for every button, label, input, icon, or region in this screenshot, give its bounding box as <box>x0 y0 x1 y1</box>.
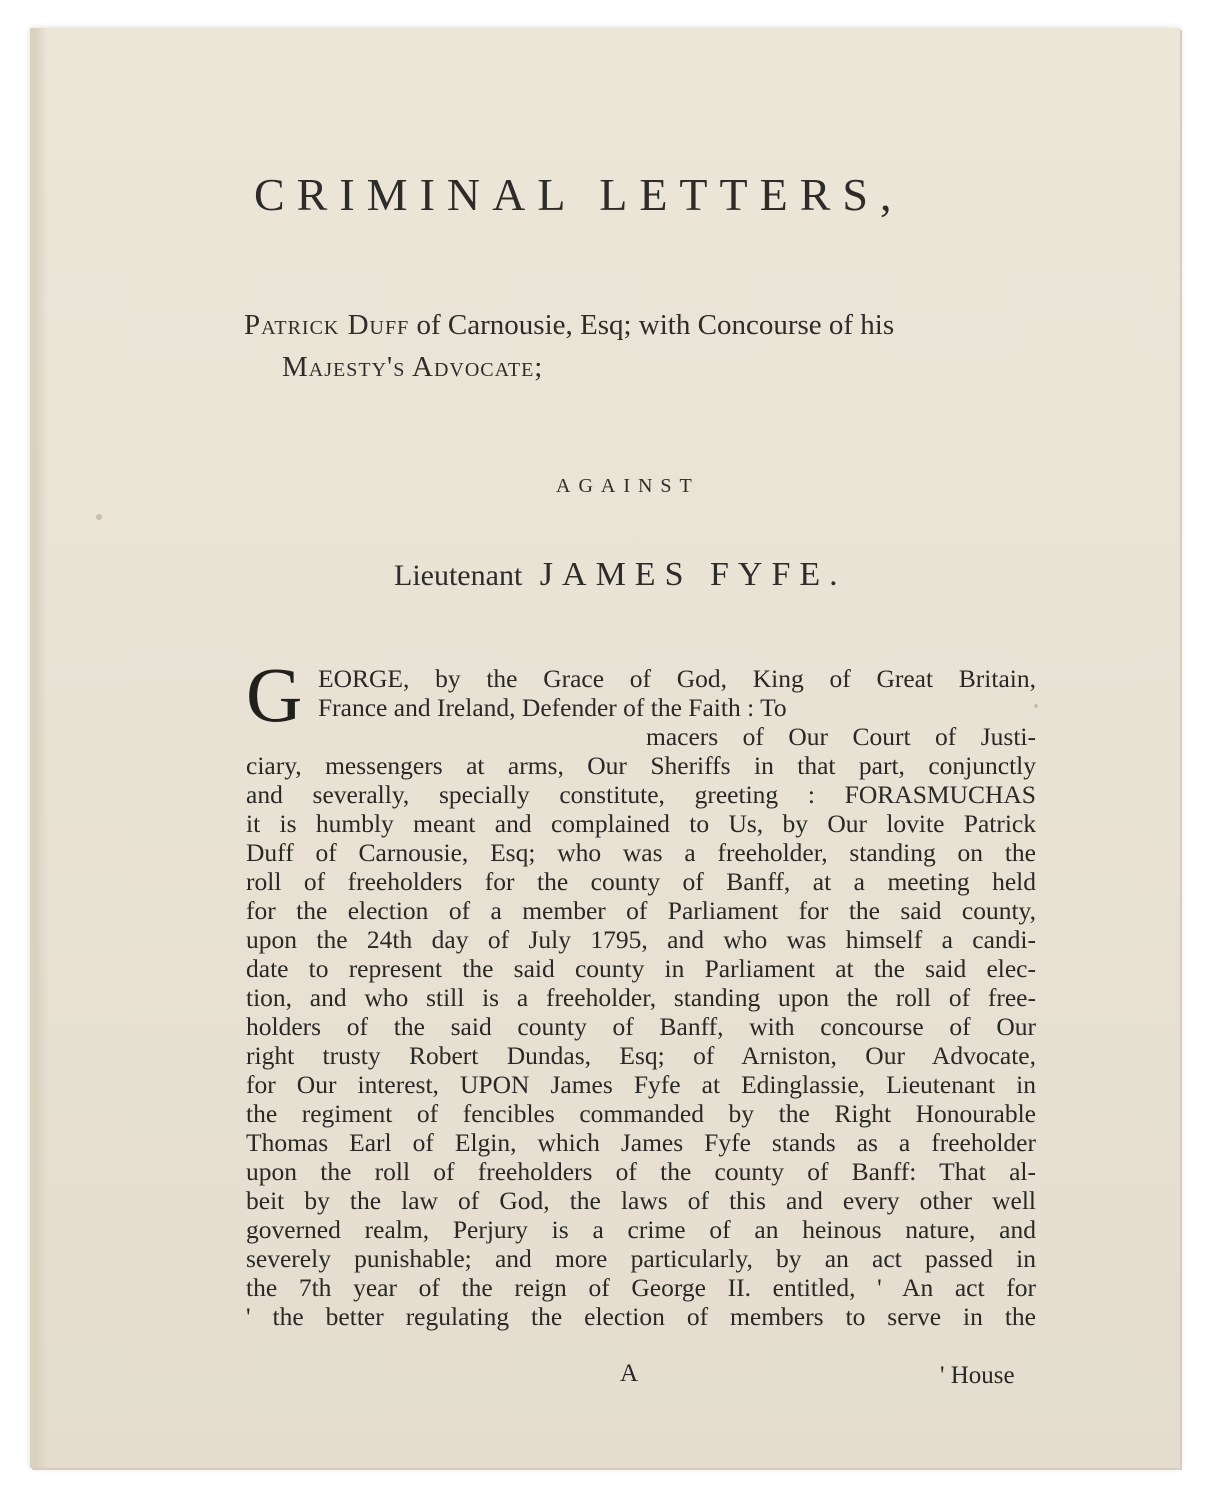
body-line: governed realm, Perjury is a crime of an heinous nature, and <box>246 1215 1036 1244</box>
accused-line <box>394 556 847 594</box>
body-line: for Our interest, UPON James Fyfe at Edinglassie, Lieutenant in <box>246 1070 1036 1099</box>
body-line: for the election of a member of Parliament for the said county, <box>246 896 1036 925</box>
body-line: France and Ireland, Defender of the Faith : To <box>318 693 787 722</box>
body-line: ciary, messengers at arms, Our Sheriffs in that part, conjunctly <box>246 751 1036 780</box>
body-line: right trusty Robert Dundas, Esq; of Arniston, Our Advocate, <box>246 1041 1036 1070</box>
body-line: beit by the law of God, the laws of this and every other well <box>246 1186 1036 1215</box>
parties-line2 <box>244 346 1034 388</box>
body-line: and severally, specially constitute, greeting : FORASMUCHAS <box>246 780 1036 809</box>
drop-cap: G <box>246 651 303 738</box>
signature-mark: A <box>620 1360 639 1387</box>
accused-name: JAMES FYFE. <box>539 556 847 593</box>
advocate-label: Majesty's Advocate <box>282 351 535 383</box>
body-line: date to represent the said county in Parliament at the said elec- <box>246 954 1036 983</box>
document-title: CRIMINAL LETTERS, <box>254 169 904 220</box>
body-line: Duff of Carnousie, Esq; who was a freeholder, standing on the <box>246 838 1036 867</box>
body-line: roll of freeholders for the county of Banff, at a meeting held <box>246 867 1036 896</box>
body-text <box>246 651 1036 1331</box>
body-line: it is humbly meant and complained to Us, by Our lovite Patrick <box>246 809 1036 838</box>
accused-rank: Lieutenant <box>394 559 523 592</box>
body-line: holders of the said county of Banff, with concourse of Our <box>246 1012 1036 1041</box>
body-line: upon the roll of freeholders of the county of Banff: That al- <box>246 1157 1036 1186</box>
complainer-name: Patrick Duff <box>244 309 410 341</box>
body-line: ' the better regulating the election of members to serve in the <box>246 1302 1036 1331</box>
catchword: ' House <box>940 1362 1015 1389</box>
against-heading: AGAINST <box>556 475 700 497</box>
document-page <box>30 28 1180 1468</box>
body-line: the regiment of fencibles commanded by the Right Honourable <box>246 1099 1036 1128</box>
body-line: tion, and who still is a freeholder, standing upon the roll of free- <box>246 983 1036 1012</box>
body-line: Thomas Earl of Elgin, which James Fyfe stands as a freeholder <box>246 1128 1036 1157</box>
body-line: the 7th year of the reign of George II. entitled, ' An act for <box>246 1273 1036 1302</box>
body-line: EORGE, by the Grace of God, King of Great Britain, <box>318 664 1036 693</box>
parties-line1-rest: of Carnousie, Esq; with Concourse of his <box>409 309 895 341</box>
parties-block <box>244 304 1034 388</box>
body-line: severely punishable; and more particularly, by an act passed in <box>246 1244 1036 1273</box>
body-line: upon the 24th day of July 1795, and who was himself a candi- <box>246 925 1036 954</box>
body-line: macers of Our Court of Justi- <box>646 722 1036 751</box>
parties-line2-rest: ; <box>534 351 543 383</box>
foxing-spot <box>96 514 102 520</box>
